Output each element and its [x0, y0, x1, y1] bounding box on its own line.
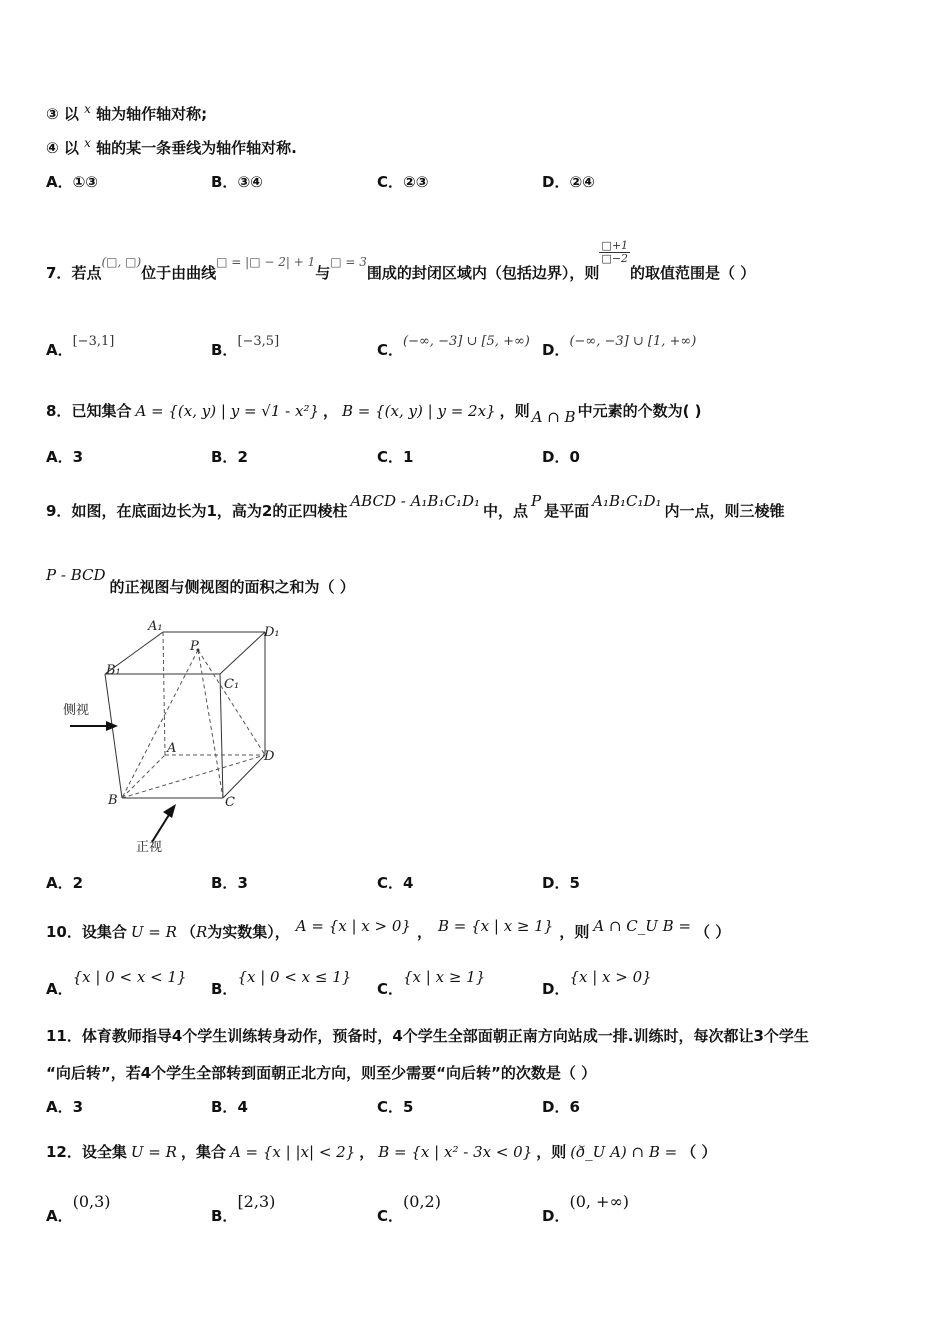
q9-option-c: C．4 [377, 874, 414, 892]
label-b1: B₁ [106, 663, 121, 678]
q11-option-b: B．4 [211, 1098, 248, 1116]
q8-stem: 8．已知集合 A = {(x, y) | y = √1 - x²} ， B = {(x, y) | y = 2x} ，则 A ∩ B 中元素的个数为( ) [46, 402, 702, 426]
q7-fraction: $\frac{□+1}{□-2}$ [601, 239, 629, 265]
q7-option-b: B．[−3,5] [211, 334, 280, 359]
q10-option-c: C．{x | x ≥ 1} [377, 968, 486, 998]
q12-option-c: C．(0,2) [377, 1192, 441, 1225]
q11-stem-line1: 11．体育教师指导4个学生训练转身动作，预备时，4个学生全部面朝正南方向站成一排.训练时，每次都让3个学生 [46, 1027, 809, 1045]
q10-option-d: D．{x | x > 0} [542, 968, 652, 998]
q6-option-c: C．②③ [377, 173, 429, 191]
q7-option-c: C．(−∞, −3] ∪ [5, +∞) [377, 334, 530, 359]
label-a1: A₁ [148, 619, 163, 634]
q10-option-a: A．{x | 0 < x < 1} [46, 968, 187, 998]
label-c1: C₁ [224, 677, 240, 692]
q9-option-a: A．2 [46, 874, 84, 892]
q6-option-d: D．②④ [542, 173, 595, 191]
front-view-arrowhead [163, 804, 176, 818]
q11-option-d: D．6 [542, 1098, 580, 1116]
q6-option-b: B．③④ [211, 173, 263, 191]
label-p: P [190, 639, 199, 654]
q8-option-b: B．2 [211, 448, 248, 466]
q11-stem-line2: “向后转”，若4个学生全部转到面朝正北方向，则至少需要“向后转”的次数是（ ） [46, 1064, 597, 1082]
q9-option-d: D．5 [542, 874, 580, 892]
q10-option-b: B．{x | 0 < x ≤ 1} [211, 968, 352, 998]
label-d: D [264, 749, 275, 764]
q11-option-c: C．5 [377, 1098, 414, 1116]
label-d1: D₁ [264, 625, 280, 640]
q10-stem: 10．设集合 U = R （R为实数集）， A = {x | x > 0} ， B = {x | x ≥ 1} ，则 A ∩ C_U B = （ ） [46, 917, 731, 941]
q12-option-d: D．(0, +∞) [542, 1192, 630, 1225]
label-a: A [167, 741, 177, 756]
q11-option-a: A．3 [46, 1098, 84, 1116]
q9-stem-line2: P - BCD的正视图与侧视图的面积之和为（ ） [46, 566, 355, 596]
q6-item-4: ④ 以 $^x$ 轴的某一条垂线为轴作轴对称. [46, 136, 297, 157]
q12-stem: 12．设全集 U = R ，集合 A = {x | |x| < 2} ， B = {x | x² - 3x < 0} ，则 (ð_U A) ∩ B = （ ） [46, 1143, 717, 1161]
q6-option-a: A．①③ [46, 173, 99, 191]
label-b: B [108, 793, 118, 808]
q12-option-a: A．(0,3) [46, 1192, 111, 1225]
q7-stem: 7．若点(□, □)位于由曲线$^{□ = |□ - 2| + 1}$与$^{□ = 3}$围成的封闭区域内（包括边界），则 $\frac{□+1}{□-2}$ 的取值范围是（ ） [46, 239, 756, 282]
label-c: C [225, 795, 235, 810]
q7-option-a: A．[−3,1] [46, 334, 115, 359]
q12-option-b: B．[2,3) [211, 1192, 276, 1225]
q8-option-c: C．1 [377, 448, 414, 466]
side-view-label: 侧视 [63, 703, 90, 718]
q8-option-d: D．0 [542, 448, 580, 466]
q9-prism-figure [60, 612, 300, 862]
q9-option-b: B．3 [211, 874, 248, 892]
q6-item-3: ③ 以 $^x$ 轴为轴作轴对称; [46, 102, 208, 123]
q7-option-d: D．(−∞, −3] ∪ [1, +∞) [542, 334, 697, 359]
q8-option-a: A．3 [46, 448, 84, 466]
front-view-label: 正视 [136, 840, 163, 855]
q9-stem-line1: 9．如图，在底面边长为1，高为2的正四棱柱ABCD - A₁B₁C₁D₁中，点P是平面A₁B₁C₁D₁内一点，则三棱锥 [46, 492, 785, 520]
